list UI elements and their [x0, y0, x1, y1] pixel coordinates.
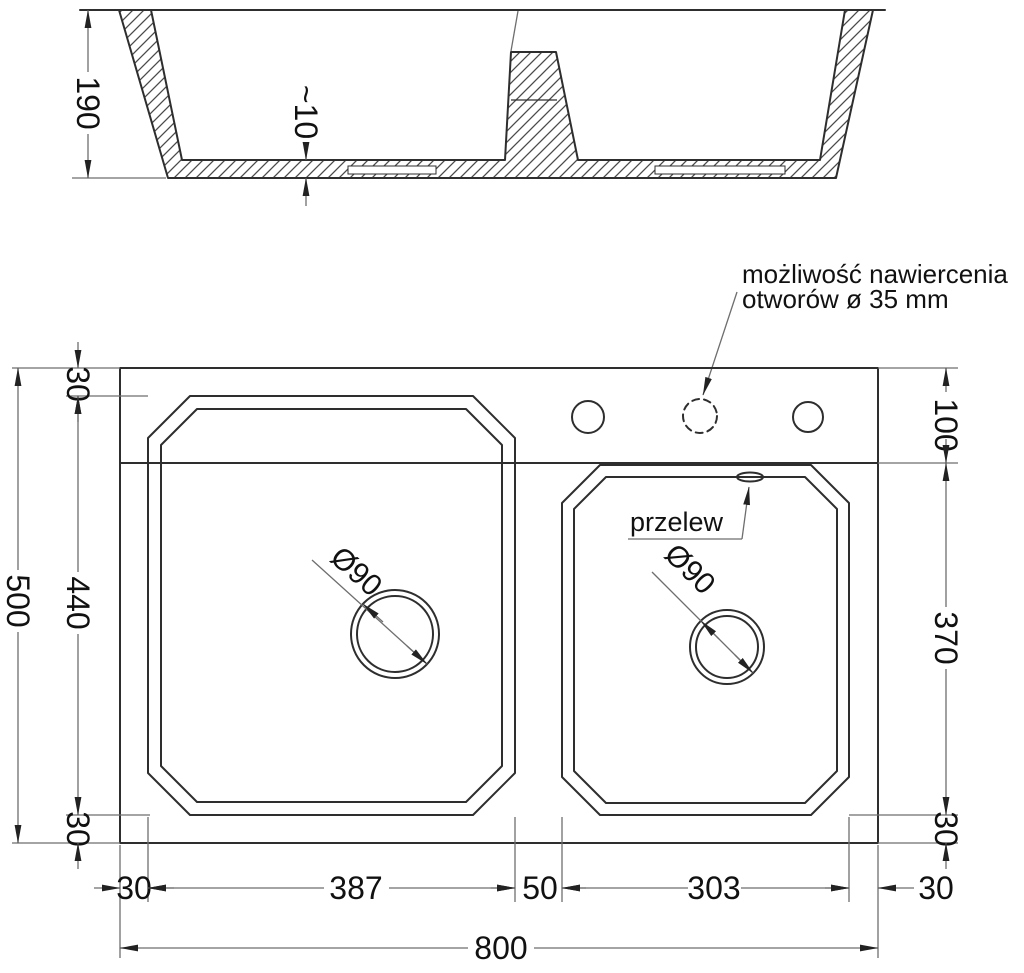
right-drain-recess	[655, 166, 785, 174]
dim-left-chain	[60, 342, 96, 869]
left-bowl	[148, 396, 515, 815]
left-bowl-inner-rim	[161, 409, 502, 802]
left-bowl-height-label: 440	[60, 576, 96, 630]
deck-height-label: 100	[928, 398, 964, 452]
bowl-gap-label: 50	[522, 870, 558, 906]
overflow-leader	[742, 487, 749, 539]
depth-dim-label: 190	[70, 76, 106, 130]
dim-bottom-chain	[94, 870, 954, 906]
dim-thickness-10	[288, 85, 324, 206]
divider-projection-line	[511, 11, 518, 51]
bottom-left-margin-label: 30	[116, 870, 152, 906]
faucet-hole-left	[572, 401, 604, 433]
width-total-label: 800	[474, 930, 528, 966]
left-bowl-outer-rim	[148, 396, 515, 815]
sink-outline	[120, 368, 878, 843]
left-drain-label: Ø90	[323, 540, 389, 603]
thickness-dim-label: ~10	[288, 84, 324, 140]
note-line1: możliwość nawiercenia	[742, 259, 1008, 289]
right-bottom-margin-label: 30	[928, 811, 964, 847]
overflow-callout	[628, 473, 763, 540]
left-drain-outer	[351, 590, 439, 678]
dim-depth-190	[70, 10, 106, 178]
faucet-hole-optional-dashed	[683, 399, 717, 433]
right-bowl	[562, 465, 849, 815]
faucet-hole-right	[793, 402, 823, 432]
left-drain-dim	[312, 541, 427, 664]
dim-right-chain	[928, 368, 964, 869]
left-drain-recess	[348, 166, 436, 174]
right-drain-label: Ø90	[657, 537, 722, 602]
top-margin-label: 30	[60, 366, 96, 402]
right-drain-dim	[652, 538, 753, 673]
sink-cross-section-body	[119, 10, 873, 178]
note-line2: otworów ø 35 mm	[742, 284, 949, 314]
note-leader-line	[703, 292, 737, 395]
left-bowl-width-label: 387	[329, 870, 383, 906]
dim-height-500	[0, 368, 36, 843]
left-bottom-margin-label: 30	[60, 811, 96, 847]
dim-width-800	[120, 930, 878, 966]
left-drain-inner	[357, 596, 433, 672]
bottom-right-margin-label: 30	[918, 870, 954, 906]
drill-hole-note	[703, 259, 1008, 395]
right-bowl-width-label: 303	[687, 870, 741, 906]
plan-view	[0, 259, 1008, 966]
height-total-label: 500	[0, 574, 36, 628]
extension-lines	[12, 368, 958, 958]
overflow-label: przelew	[630, 507, 724, 537]
section-view	[70, 10, 885, 206]
right-bowl-height-label: 370	[928, 611, 964, 665]
